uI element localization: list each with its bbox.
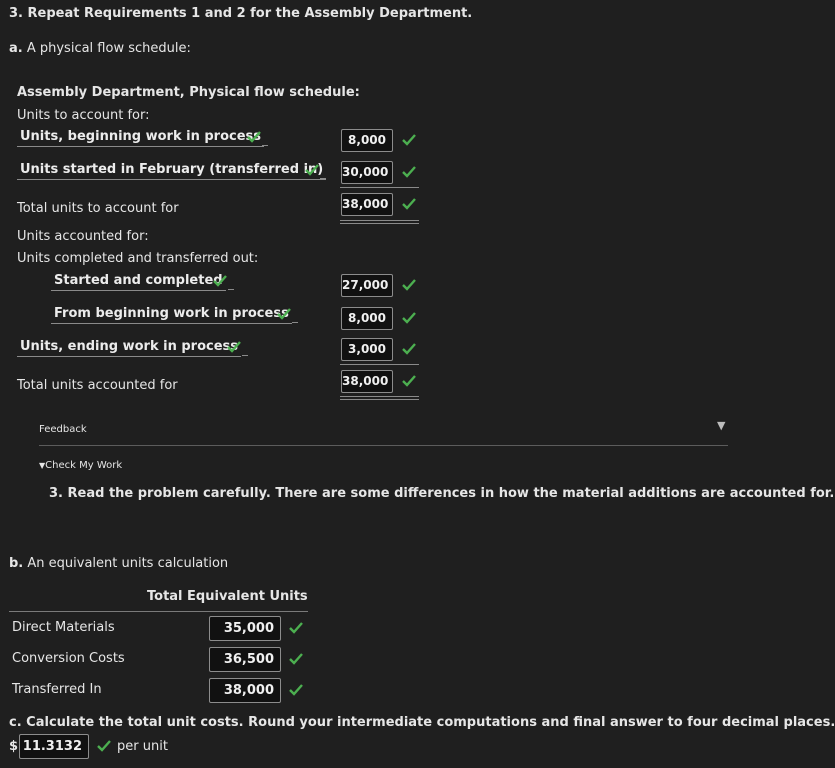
started-feb-input[interactable]: 30,000 bbox=[341, 161, 393, 184]
transferred-in-label: Transferred In bbox=[12, 682, 102, 697]
dropdown-marker bbox=[262, 145, 268, 146]
dropdown-marker bbox=[292, 322, 298, 323]
dropdown-marker bbox=[320, 178, 326, 179]
started-feb-select[interactable]: Units started in February (transferred in) bbox=[17, 162, 326, 180]
check-my-work-label: Check My Work bbox=[45, 460, 123, 471]
from-beginning-input[interactable]: 8,000 bbox=[341, 307, 393, 330]
part-a-heading bbox=[9, 41, 191, 56]
total-accounted-label: Total units accounted for bbox=[17, 378, 178, 393]
started-completed-select[interactable]: Started and completed bbox=[51, 273, 226, 291]
ending-wip-select[interactable]: Units, ending work in process bbox=[17, 339, 241, 357]
check-icon bbox=[247, 131, 261, 143]
beginning-wip-select[interactable]: Units, beginning work in process bbox=[17, 129, 264, 147]
collapse-icon[interactable]: ▼ bbox=[717, 419, 726, 432]
units-completed-heading: Units completed and transferred out: bbox=[17, 251, 259, 266]
part-b-heading bbox=[9, 556, 228, 571]
check-icon bbox=[227, 341, 241, 353]
equivalent-units-header: Total Equivalent Units bbox=[147, 589, 308, 604]
check-icon bbox=[402, 375, 416, 387]
part-c-text: Calculate the total unit costs. Round your intermediate computations and final answer to four decimal places. bbox=[21, 715, 835, 730]
direct-materials-label: Direct Materials bbox=[12, 620, 115, 635]
part-a-label: a. bbox=[9, 41, 23, 56]
part-b-label: b. bbox=[9, 556, 24, 571]
part-c-label: c. bbox=[9, 715, 22, 730]
started-completed-input[interactable]: 27,000 bbox=[341, 274, 393, 297]
feedback-title[interactable]: Feedback bbox=[39, 424, 87, 435]
check-icon bbox=[97, 740, 111, 752]
table-header-line bbox=[9, 611, 308, 612]
requirement-heading bbox=[9, 6, 472, 21]
check-icon bbox=[289, 684, 303, 696]
part-c-heading bbox=[9, 715, 835, 730]
part-b-text: An equivalent units calculation bbox=[23, 556, 229, 571]
total-line bbox=[340, 399, 419, 400]
conversion-costs-label: Conversion Costs bbox=[12, 651, 125, 666]
check-icon bbox=[213, 275, 227, 287]
caret-down-icon: ▼ bbox=[39, 461, 46, 470]
check-icon bbox=[289, 622, 303, 634]
feedback-divider bbox=[39, 445, 728, 446]
requirement-text: 3. Repeat Requirements 1 and 2 for the Assembly Department. bbox=[9, 6, 473, 21]
total-line bbox=[340, 223, 419, 224]
ending-wip-input[interactable]: 3,000 bbox=[341, 338, 393, 361]
check-icon bbox=[402, 134, 416, 146]
from-beginning-select[interactable]: From beginning work in process bbox=[51, 306, 292, 324]
schedule-title: Assembly Department, Physical flow schedule: bbox=[17, 85, 360, 100]
check-my-work-toggle[interactable] bbox=[39, 460, 122, 471]
total-line bbox=[340, 396, 419, 397]
total-to-account-label: Total units to account for bbox=[17, 201, 179, 216]
transferred-in-input[interactable]: 38,000 bbox=[209, 678, 281, 703]
total-accounted-input[interactable]: 38,000 bbox=[341, 370, 393, 393]
total-to-account-input[interactable]: 38,000 bbox=[341, 193, 393, 216]
sum-line bbox=[340, 187, 419, 188]
beginning-wip-input[interactable]: 8,000 bbox=[341, 129, 393, 152]
sum-line bbox=[340, 364, 419, 365]
dropdown-marker bbox=[228, 289, 234, 290]
total-line bbox=[340, 220, 419, 221]
part-a-text: A physical flow schedule: bbox=[22, 41, 191, 56]
currency-symbol: $ bbox=[9, 739, 19, 754]
feedback-message: 3. Read the problem carefully. There are some differences in how the material additions are accounted for. bbox=[49, 486, 835, 501]
check-icon bbox=[402, 166, 416, 178]
check-icon bbox=[402, 312, 416, 324]
check-icon bbox=[402, 279, 416, 291]
check-icon bbox=[402, 343, 416, 355]
units-to-account-heading: Units to account for: bbox=[17, 108, 150, 123]
direct-materials-input[interactable]: 35,000 bbox=[209, 616, 281, 641]
per-unit-label: per unit bbox=[117, 739, 168, 754]
check-icon bbox=[289, 653, 303, 665]
check-icon bbox=[402, 198, 416, 210]
units-accounted-heading: Units accounted for: bbox=[17, 229, 149, 244]
check-icon bbox=[277, 308, 291, 320]
unit-cost-input[interactable]: 11.3132 bbox=[19, 734, 89, 759]
check-icon bbox=[305, 164, 319, 176]
dropdown-marker bbox=[242, 355, 248, 356]
conversion-costs-input[interactable]: 36,500 bbox=[209, 647, 281, 672]
